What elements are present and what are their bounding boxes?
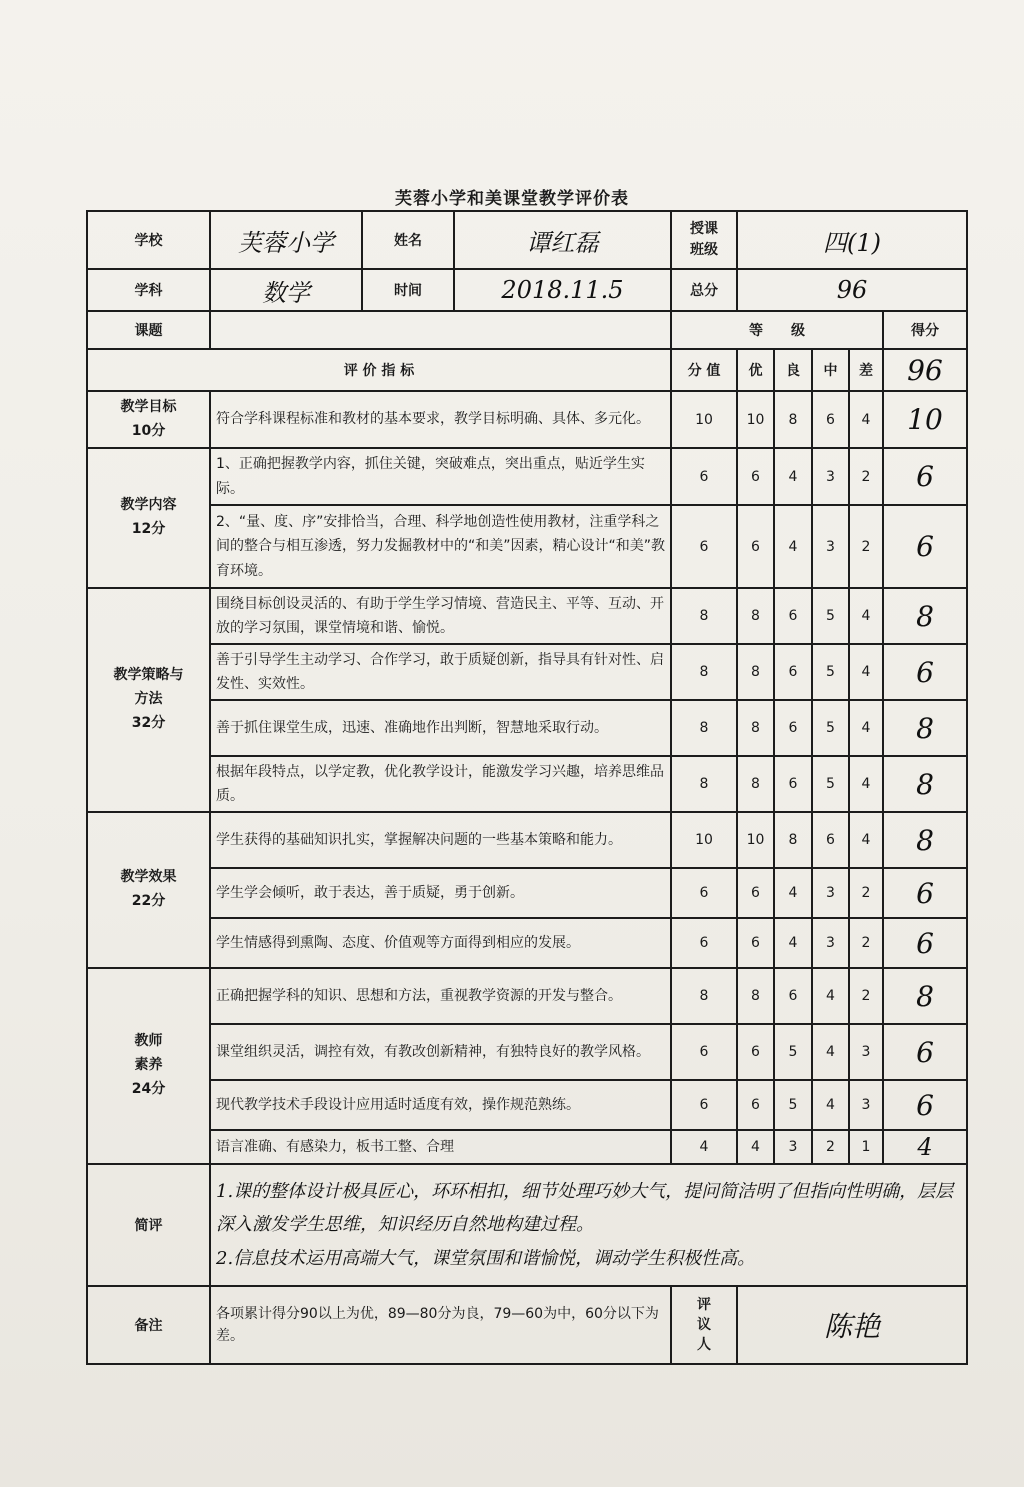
section-points: 10分: [131, 422, 166, 439]
excellent-value: 6: [737, 505, 774, 588]
class-label: [671, 211, 737, 269]
good-value: 4: [774, 868, 812, 918]
remarks-label: 备注: [87, 1286, 210, 1364]
criterion-row: [87, 1024, 967, 1080]
medium-value: 5: [812, 588, 849, 644]
handwritten-score: 10: [883, 391, 967, 448]
poor-value: 4: [849, 644, 883, 700]
points-value: 8: [671, 968, 737, 1024]
good-value: 8: [774, 812, 812, 868]
remarks-row: [87, 1286, 967, 1364]
points-value: 10: [671, 391, 737, 448]
excellent-value: 10: [737, 391, 774, 448]
handwritten-score: 8: [883, 588, 967, 644]
criterion-row: [87, 448, 967, 505]
points-value: 8: [671, 644, 737, 700]
criterion-row: [87, 700, 967, 756]
points-value: 10: [671, 812, 737, 868]
good-header: 良: [774, 349, 812, 391]
criterion-text: 1、正确把握教学内容，抓住关键，突破难点，突出重点，贴近学生实际。: [210, 448, 671, 505]
comment-line-2: 2.信息技术运用高端大气，课堂氛围和谐愉悦，调动学生积极性高。: [216, 1247, 756, 1269]
criterion-row: [87, 812, 967, 868]
excellent-value: 6: [737, 868, 774, 918]
section-label: [87, 812, 210, 968]
criterion-row: [87, 1130, 967, 1164]
poor-value: 4: [849, 700, 883, 756]
points-value: 6: [671, 448, 737, 505]
criterion-text: 符合学科课程标准和教材的基本要求，教学目标明确、具体、多元化。: [210, 391, 671, 448]
poor-value: 2: [849, 868, 883, 918]
handwritten-score: 6: [883, 918, 967, 968]
comment-text: [210, 1164, 967, 1286]
handwritten-score: 6: [883, 868, 967, 918]
criterion-text: 正确把握学科的知识、思想和方法，重视教学资源的开发与整合。: [210, 968, 671, 1024]
criterion-text: 围绕目标创设灵活的、有助于学生学习情境、营造民主、平等、互动、开放的学习氛围，课堂情境和谐、愉悦。: [210, 588, 671, 644]
criterion-row: [87, 644, 967, 700]
handwritten-score: 6: [883, 644, 967, 700]
good-value: 6: [774, 588, 812, 644]
points-value: 6: [671, 918, 737, 968]
subject-value: 数学: [210, 269, 362, 311]
section-points: 24分: [131, 1080, 166, 1097]
good-value: 8: [774, 391, 812, 448]
class-label-line1: 授课: [690, 221, 718, 237]
comment-row: [87, 1164, 967, 1286]
section-name: 教学策略与: [113, 667, 184, 684]
remarks-text: 各项累计得分90以上为优，89—80分为良，79—60为中，60分以下为差。: [210, 1286, 671, 1364]
handwritten-score: 6: [883, 448, 967, 505]
name-label: 姓名: [362, 211, 454, 269]
section-points: 32分: [131, 714, 166, 731]
medium-value: 6: [812, 391, 849, 448]
medium-value: 4: [812, 1080, 849, 1130]
good-value: 5: [774, 1024, 812, 1080]
handwritten-score: 6: [883, 1024, 967, 1080]
criterion-row: [87, 1080, 967, 1130]
good-value: 5: [774, 1080, 812, 1130]
name-value: 谭红磊: [454, 211, 671, 269]
excellent-value: 10: [737, 812, 774, 868]
criterion-text: 语言准确、有感染力，板书工整、合理: [210, 1130, 671, 1164]
class-label-line2: 班级: [690, 242, 718, 258]
points-value: 6: [671, 1024, 737, 1080]
handwritten-score: 8: [883, 700, 967, 756]
handwritten-score: 4: [883, 1130, 967, 1164]
good-value: 4: [774, 918, 812, 968]
criterion-text: 课堂组织灵活，调控有效，有教改创新精神，有独特良好的教学风格。: [210, 1024, 671, 1080]
poor-value: 3: [849, 1080, 883, 1130]
medium-header: 中: [812, 349, 849, 391]
criterion-text: 根据年段特点，以学定教，优化教学设计，能激发学习兴趣，培养思维品质。: [210, 756, 671, 812]
criterion-row: [87, 868, 967, 918]
medium-value: 2: [812, 1130, 849, 1164]
points-value: 6: [671, 868, 737, 918]
reviewer-label: [671, 1286, 737, 1364]
topic-value: [210, 311, 671, 349]
good-value: 6: [774, 968, 812, 1024]
criterion-text: 善于抓住课堂生成，迅速、准确地作出判断，智慧地采取行动。: [210, 700, 671, 756]
criterion-text: 学生学会倾听，敢于表达，善于质疑，勇于创新。: [210, 868, 671, 918]
section-label: [87, 391, 210, 448]
reviewer-label-char: 议: [697, 1316, 711, 1333]
poor-value: 2: [849, 918, 883, 968]
criterion-row: [87, 391, 967, 448]
header-row-school: [87, 211, 967, 269]
excellent-value: 8: [737, 968, 774, 1024]
comment-line-1: 1.课的整体设计极具匠心，环环相扣，细节处理巧妙大气，提问简洁明了但指向性明确，层层深入激发学生思维，知识经历自然地构建过程。: [216, 1181, 954, 1236]
reviewer-signature: 陈艳: [737, 1286, 967, 1364]
medium-value: 5: [812, 756, 849, 812]
topic-label: 课题: [87, 311, 210, 349]
excellent-value: 6: [737, 1024, 774, 1080]
medium-value: 6: [812, 812, 849, 868]
poor-value: 2: [849, 448, 883, 505]
points-value: 8: [671, 588, 737, 644]
handwritten-score: 6: [883, 505, 967, 588]
section-label: [87, 588, 210, 812]
section-points: 22分: [131, 893, 166, 909]
good-value: 6: [774, 644, 812, 700]
criterion-row: [87, 756, 967, 812]
comment-label: 简评: [87, 1164, 210, 1286]
criterion-row: [87, 505, 967, 588]
handwritten-score: 8: [883, 756, 967, 812]
criterion-row: [87, 918, 967, 968]
header-row-topic: [87, 311, 967, 349]
section-name: 教学效果: [120, 869, 177, 886]
good-value: 4: [774, 505, 812, 588]
medium-value: 4: [812, 1024, 849, 1080]
handwritten-score: 6: [883, 1080, 967, 1130]
section-name: 教学目标: [120, 398, 177, 415]
points-value: 6: [671, 1080, 737, 1130]
form-title: 芙蓉小学和美课堂教学评价表: [395, 189, 629, 209]
score-column-label: 得分: [883, 311, 967, 349]
poor-value: 4: [849, 588, 883, 644]
section-label: [87, 968, 210, 1164]
poor-value: 4: [849, 812, 883, 868]
handwritten-score: 8: [883, 812, 967, 868]
excellent-value: 8: [737, 700, 774, 756]
poor-header: 差: [849, 349, 883, 391]
handwritten-score: 8: [883, 968, 967, 1024]
excellent-value: 8: [737, 588, 774, 644]
points-header: 分 值: [671, 349, 737, 391]
school-value: 芙蓉小学: [210, 211, 362, 269]
poor-value: 3: [849, 1024, 883, 1080]
criterion-text: 现代教学技术手段设计应用适时适度有效，操作规范熟练。: [210, 1080, 671, 1130]
good-value: 3: [774, 1130, 812, 1164]
points-value: 8: [671, 700, 737, 756]
criterion-text: 2、“量、度、序”安排恰当，合理、科学地创造性使用教材，注重学科之间的整合与相互渗透，努力发掘教材中的“和美”因素，精心设计“和美”教育环境。: [210, 505, 671, 588]
medium-value: 4: [812, 968, 849, 1024]
points-value: 4: [671, 1130, 737, 1164]
criterion-text: 学生获得的基础知识扎实，掌握解决问题的一些基本策略和能力。: [210, 812, 671, 868]
section-name: 教学内容: [120, 497, 177, 514]
medium-value: 3: [812, 918, 849, 968]
section-label: [87, 448, 210, 588]
poor-value: 4: [849, 391, 883, 448]
criterion-row: [87, 968, 967, 1024]
time-value: 2018.11.5: [454, 269, 671, 311]
excellent-header: 优: [737, 349, 774, 391]
indicator-header: 评 价 指 标: [87, 349, 671, 391]
reviewer-label-char: 人: [697, 1337, 711, 1354]
good-value: 6: [774, 700, 812, 756]
medium-value: 3: [812, 868, 849, 918]
excellent-value: 4: [737, 1130, 774, 1164]
excellent-value: 8: [737, 644, 774, 700]
total-label: 总分: [671, 269, 737, 311]
criterion-text: 学生情感得到熏陶、态度、价值观等方面得到相应的发展。: [210, 918, 671, 968]
points-value: 8: [671, 756, 737, 812]
section-points: 12分: [131, 521, 166, 537]
poor-value: 2: [849, 505, 883, 588]
medium-value: 3: [812, 448, 849, 505]
reviewer-label-char: 评: [697, 1296, 711, 1313]
medium-value: 5: [812, 644, 849, 700]
school-label: 学校: [87, 211, 210, 269]
medium-value: 3: [812, 505, 849, 588]
class-value: 四(1): [737, 211, 967, 269]
section-name: 教师: [134, 1033, 163, 1050]
grade-label: 等 级: [671, 311, 883, 349]
section-name-line2: 素养: [134, 1057, 163, 1074]
criterion-text: 善于引导学生主动学习、合作学习，敢于质疑创新，指导具有针对性、启发性、实效性。: [210, 644, 671, 700]
points-value: 6: [671, 505, 737, 588]
excellent-value: 6: [737, 918, 774, 968]
column-header-row: [87, 349, 967, 391]
excellent-value: 6: [737, 448, 774, 505]
criterion-row: [87, 588, 967, 644]
good-value: 6: [774, 756, 812, 812]
medium-value: 5: [812, 700, 849, 756]
excellent-value: 6: [737, 1080, 774, 1130]
total-value: 96: [737, 269, 967, 311]
subject-label: 学科: [87, 269, 210, 311]
total-score-handwritten: 96: [883, 349, 967, 391]
poor-value: 1: [849, 1130, 883, 1164]
evaluation-table: [86, 210, 968, 1365]
good-value: 4: [774, 448, 812, 505]
header-row-subject: [87, 269, 967, 311]
poor-value: 2: [849, 968, 883, 1024]
time-label: 时间: [362, 269, 454, 311]
section-name-line2: 方法: [134, 691, 163, 708]
excellent-value: 8: [737, 756, 774, 812]
poor-value: 4: [849, 756, 883, 812]
